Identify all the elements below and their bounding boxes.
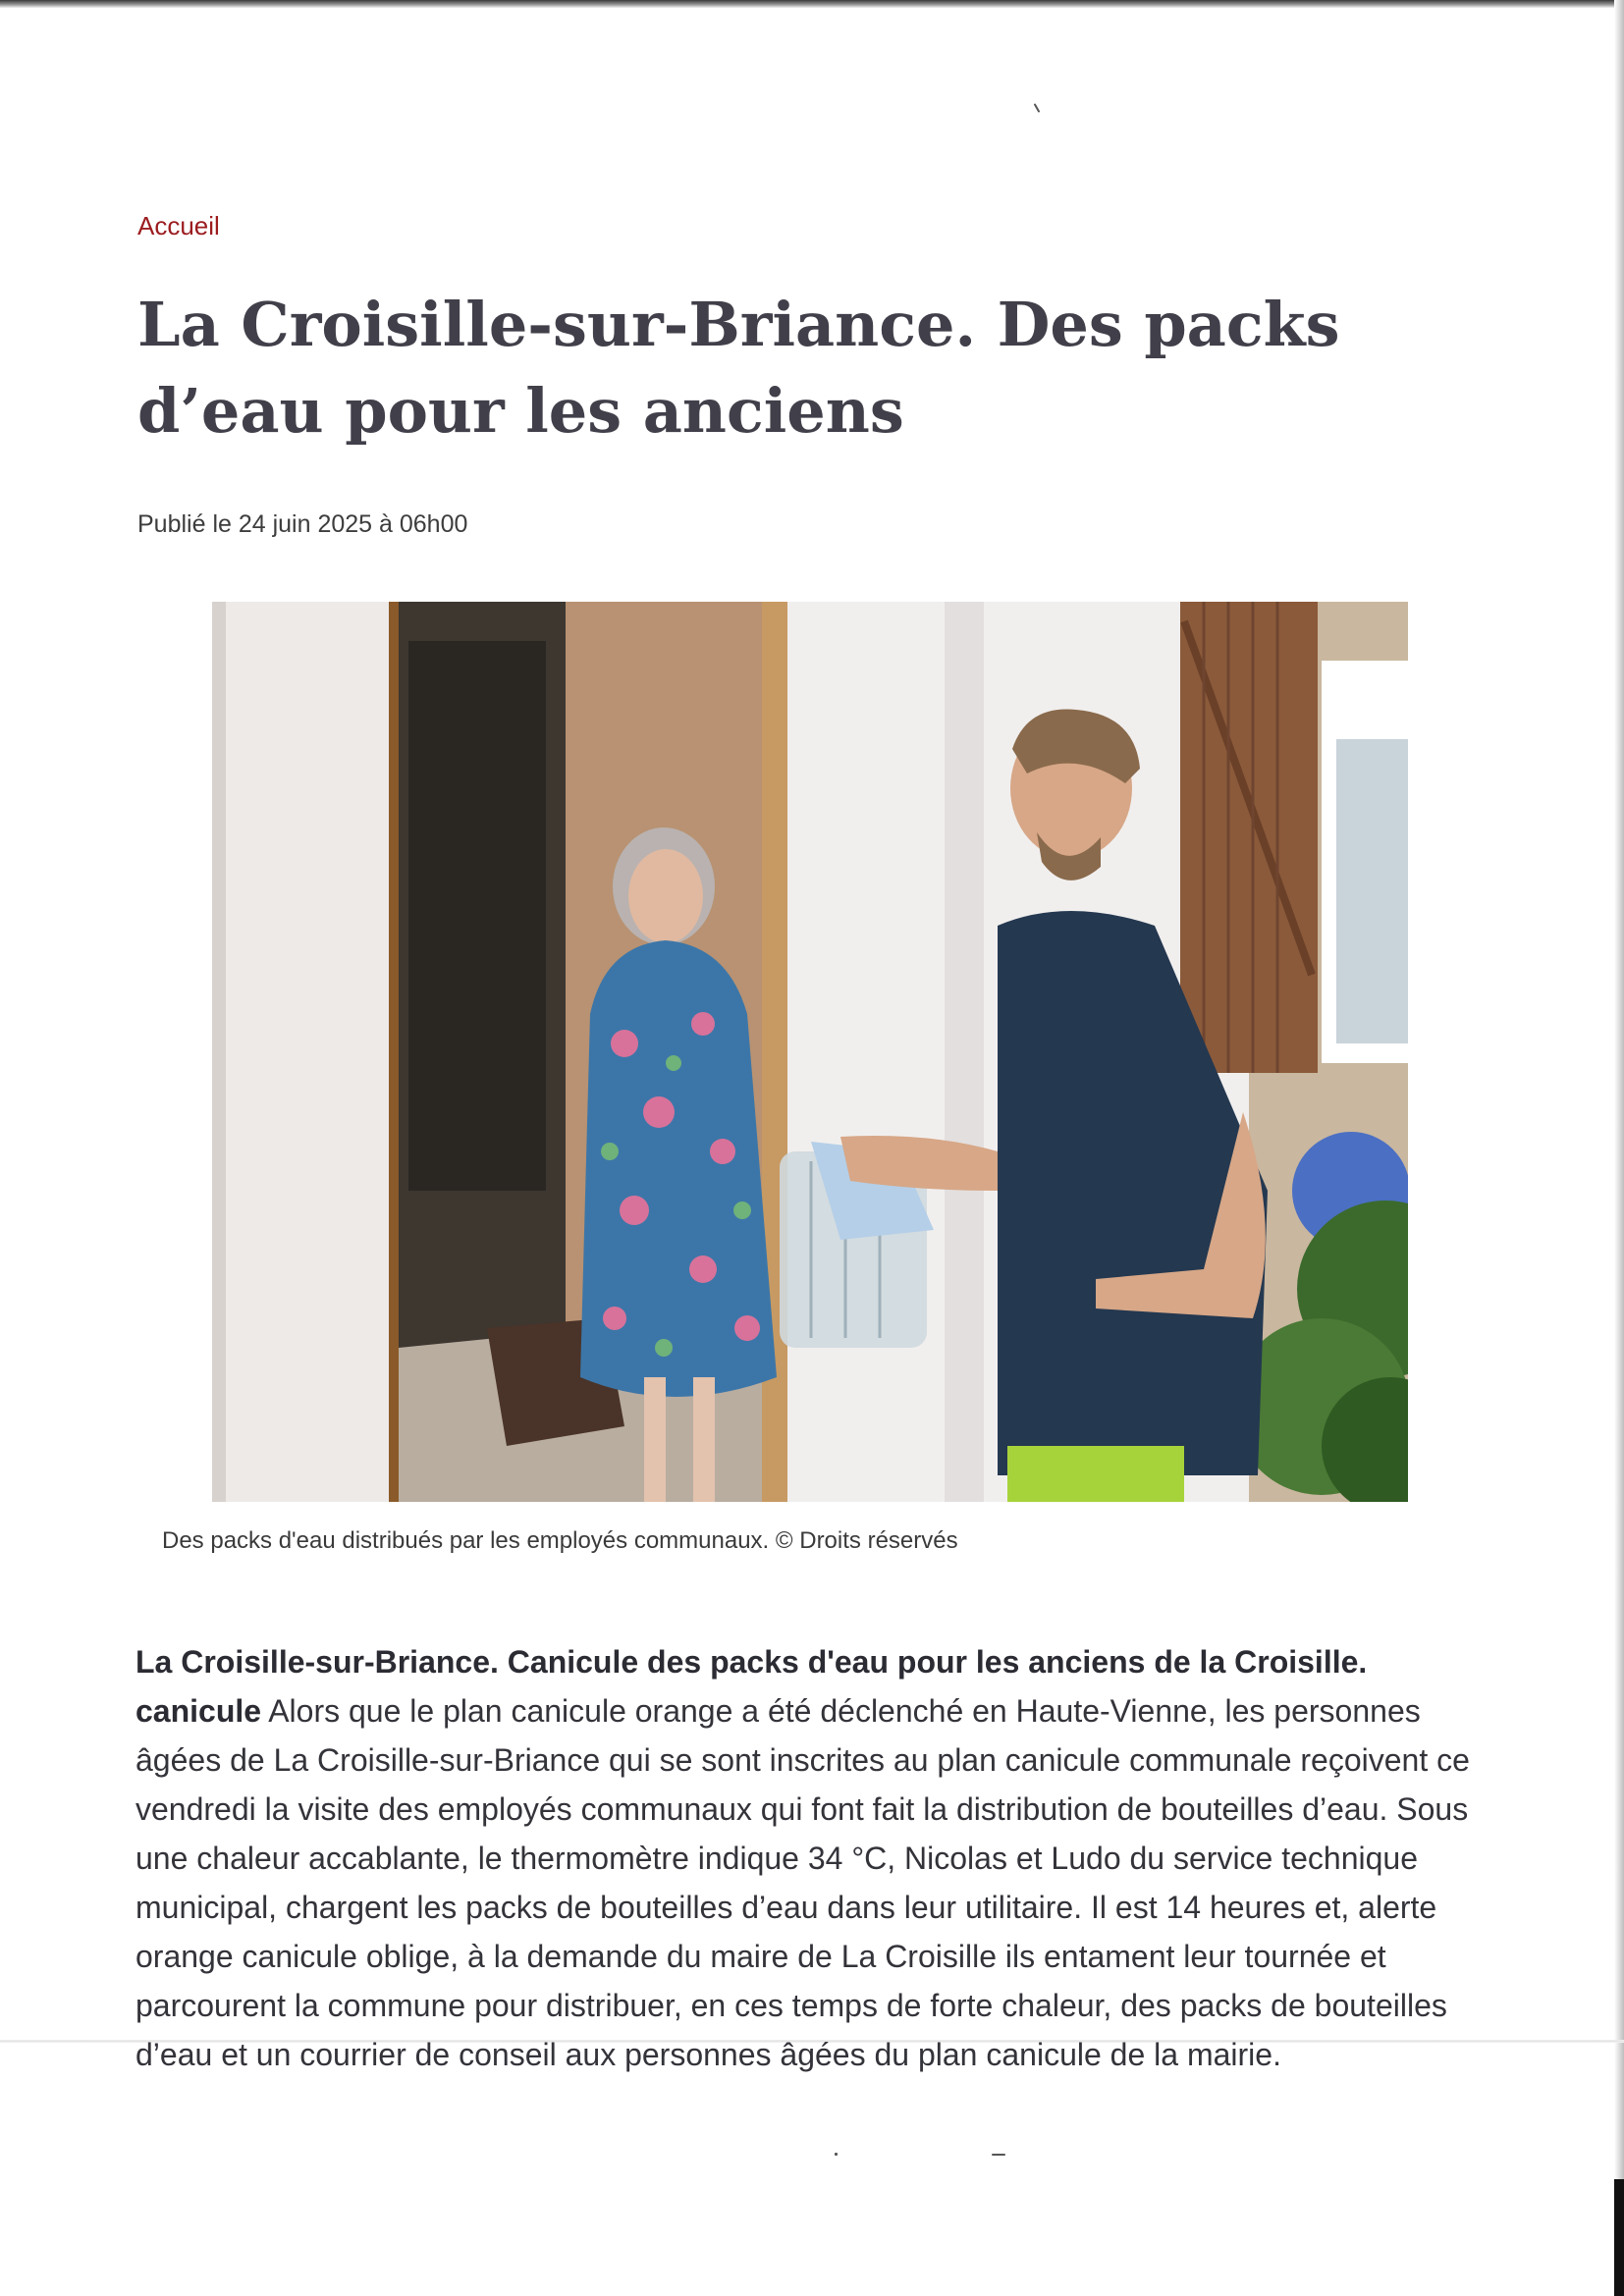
article-lead: La Croisille-sur-Briance. Canicule des packs d'eau pour les anciens de la Croisille.	[135, 1644, 1368, 1680]
breadcrumb-home-link[interactable]: Accueil	[137, 211, 220, 240]
scan-dust	[992, 2154, 1005, 2156]
article-photo	[212, 602, 1408, 1502]
article-body	[135, 1637, 1490, 2079]
scan-edge-mark	[1614, 2179, 1624, 2296]
publication-date: Publié le 24 juin 2025 à 06h00	[137, 510, 468, 538]
article-tag: canicule	[135, 1693, 262, 1729]
scan-dust	[1034, 103, 1041, 113]
scan-edge-right	[1614, 0, 1624, 2296]
scan-edge-top	[0, 0, 1624, 8]
photo-caption: Des packs d'eau distribués par les employés communaux. © Droits réservés	[162, 1527, 958, 1554]
article-title: La Croisille-sur-Briance. Des packs d’eau pour les anciens	[137, 289, 1340, 447]
scan-dust	[835, 2153, 838, 2156]
article-body-text: Alors que le plan canicule orange a été déclenché en Haute-Vienne, les personnes âgées de La Croisille-sur-Briance qui se sont inscrites au plan canicule communale reçoivent ce vendredi la visite des employés communaux qui font fait la distribution de bouteilles d’eau. Sous une chaleur accablante, le thermomètre indique 34 °C, Nicolas et Ludo du service technique municipal, chargent les packs de bouteilles d’eau dans leur utilitaire. Il est 14 heures et, alerte orange canicule oblige, à la demande du maire de La Croisille ils entament leur tournée et parcourent la commune pour distribuer, en ces temps de forte chaleur, des packs de bouteilles d’eau et un courrier de conseil aux personnes âgées du plan canicule de la mairie.	[135, 1693, 1470, 2072]
